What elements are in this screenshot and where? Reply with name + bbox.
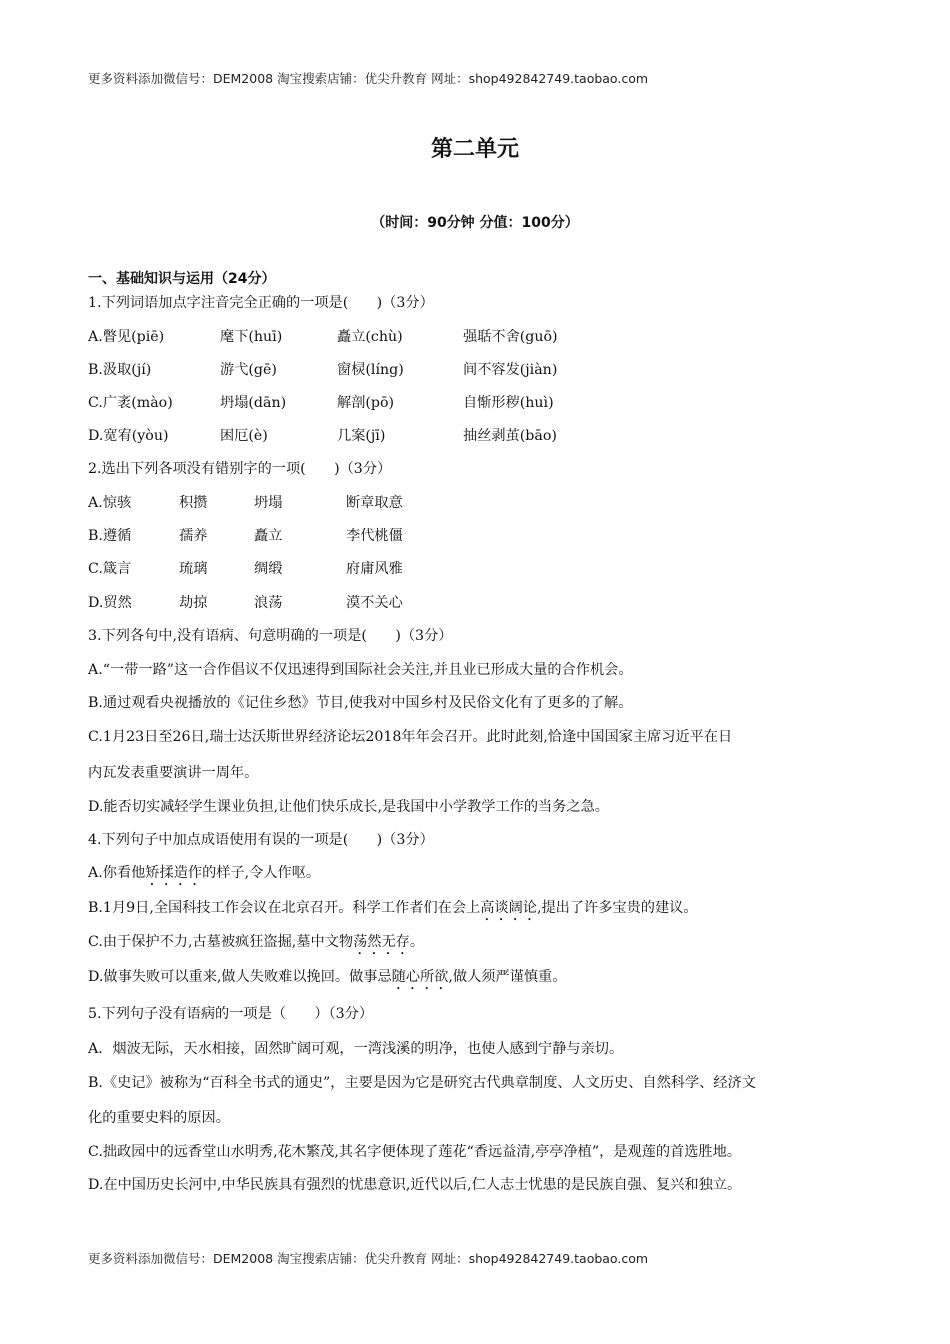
q4-stem: 4.下列句子中加点成语使用有误的一项是( )（3分） <box>88 832 434 848</box>
q5-option-b: B.《史记》被称为“百科全书式的通史”，主要是因为它是研究古代典章制度、人文历史、自然科学、经济文 <box>88 1075 756 1091</box>
q2-a-3: 坍塌 <box>254 495 283 511</box>
q1-c-3: 解剖(pō) <box>337 395 395 411</box>
q4-d-pre: D.做事失败可以重来,做人失败难以挽回。做事忌 <box>88 969 392 985</box>
q4-option-b <box>88 897 698 924</box>
q2-c-1: C.箴言 <box>88 561 132 577</box>
q2-a-4: 断章取意 <box>346 495 403 511</box>
header-note: 更多资料添加微信号：DEM2008 淘宝搜索店铺：优尖升教育 网址：shop492842749.taobao.com <box>88 71 649 86</box>
q4-option-c <box>88 931 424 958</box>
q4-a-post: 的样子,令人作呕。 <box>202 865 321 881</box>
q4-c-pre: C.由于保护不力,古墓被疯狂盗掘,墓中文物 <box>88 934 354 950</box>
q1-c-2: 坍塌(dān) <box>220 395 287 411</box>
q1-d-4: 抽丝剥茧(bāo) <box>463 428 557 444</box>
q5-option-c: C.拙政园中的远香堂山水明秀,花木繁茂,其名字便体现了莲花“香远益清,亭亭净植”，是观莲的首选胜地。 <box>88 1144 741 1160</box>
q4-a-idiom: 矫揉造作 <box>145 865 203 881</box>
footer-note: 更多资料添加微信号：DEM2008 淘宝搜索店铺：优尖升教育 网址：shop492842749.taobao.com <box>88 1251 649 1266</box>
q4-d-post: ,做人须严谨慎重。 <box>448 969 567 985</box>
page-title: 第二单元 <box>430 137 519 162</box>
q4-b-idiom: 高谈阔论 <box>480 900 537 916</box>
q4-b-pre: B.1月9日,全国科技工作会议在北京召开。科学工作者们在会上 <box>88 900 481 916</box>
q2-b-4: 李代桃僵 <box>346 528 403 544</box>
q3-option-d: D.能否切实减轻学生课业负担,让他们快乐成长,是我国中小学教学工作的当务之急。 <box>88 799 609 815</box>
q3-option-c: C.1月23日至26日,瑞士达沃斯世界经济论坛2018年年会召开。此时此刻,恰逢中国国家主席习近平在日 <box>88 729 733 745</box>
section-heading: 一、基础知识与运用（24分） <box>88 271 276 287</box>
q1-a-1: A.瞥见(piē) <box>88 329 165 345</box>
q2-a-2: 积攒 <box>179 495 208 511</box>
q2-d-3: 浪荡 <box>254 595 283 611</box>
q2-c-4: 府庸风雅 <box>346 561 403 577</box>
q3-option-c-cont: 内瓦发表重要演讲一周年。 <box>88 765 259 781</box>
q2-c-2: 琉璃 <box>179 561 208 577</box>
q2-b-2: 孺养 <box>179 528 208 544</box>
q1-d-2: 困厄(è) <box>220 428 268 444</box>
q3-stem: 3.下列各句中,没有语病、句意明确的一项是( )（3分） <box>88 628 453 644</box>
q5-stem: 5.下列句子没有语病的一项是（ ）（3分） <box>88 1006 374 1022</box>
q5-option-a: A．烟波无际，天水相接，固然旷阔可观，一湾浅溪的明净，也使人感到宁静与亲切。 <box>88 1041 624 1057</box>
q2-d-1: D.贸然 <box>88 595 132 611</box>
q1-b-3: 窗棂(líng) <box>337 362 404 378</box>
q1-stem: 1.下列词语加点字注音完全正确的一项是( )（3分） <box>88 295 434 311</box>
q1-b-1: B.汲取(jí) <box>88 362 152 378</box>
q2-b-1: B.遵循 <box>88 528 132 544</box>
q1-d-1: D.宽宥(yòu) <box>88 428 169 444</box>
q2-c-3: 绸缎 <box>254 561 283 577</box>
q1-d-3: 几案(jī) <box>337 428 386 444</box>
q5-option-b-cont: 化的重要史料的原因。 <box>88 1110 230 1126</box>
q1-a-3: 矗立(chù) <box>337 329 403 345</box>
q1-c-1: C.广袤(mào) <box>88 395 173 411</box>
q4-d-idiom: 随心所欲 <box>391 969 449 985</box>
q5-option-d: D.在中国历史长河中,中华民族具有强烈的忧患意识,近代以后,仁人志士忧患的是民族自强、复兴和独立。 <box>88 1177 742 1193</box>
q4-c-post: 。 <box>409 934 425 950</box>
q1-c-4: 自惭形秽(huì) <box>463 395 554 411</box>
q2-d-4: 漠不关心 <box>346 595 403 611</box>
q2-b-3: 矗立 <box>254 528 283 544</box>
q4-a-pre: A.你看他 <box>88 865 146 881</box>
q4-c-idiom: 荡然无存 <box>353 934 410 950</box>
q2-stem: 2.选出下列各项没有错别字的一项( )（3分） <box>88 461 392 477</box>
q3-option-b: B.通过观看央视播放的《记住乡愁》节目,使我对中国乡村及民俗文化有了更多的了解。 <box>88 695 633 711</box>
q4-option-a <box>88 862 320 889</box>
q4-b-post: ,提出了许多宝贵的建议。 <box>536 900 698 916</box>
exam-info: （时间：90分钟 分值：100分） <box>371 215 579 231</box>
q1-b-2: 游弋(gē) <box>220 362 277 378</box>
q1-a-4: 强聒不舍(guō) <box>463 329 558 345</box>
q3-option-a: A.“一带一路”这一合作倡议不仅迅速得到国际社会关注,并且业已形成大量的合作机会。 <box>88 662 633 678</box>
q4-option-d <box>88 966 566 993</box>
q2-d-2: 劫掠 <box>179 595 208 611</box>
q1-a-2: 麾下(huī) <box>220 329 283 345</box>
q2-a-1: A.惊骇 <box>88 495 132 511</box>
q1-b-4: 间不容发(jiàn) <box>463 362 558 378</box>
